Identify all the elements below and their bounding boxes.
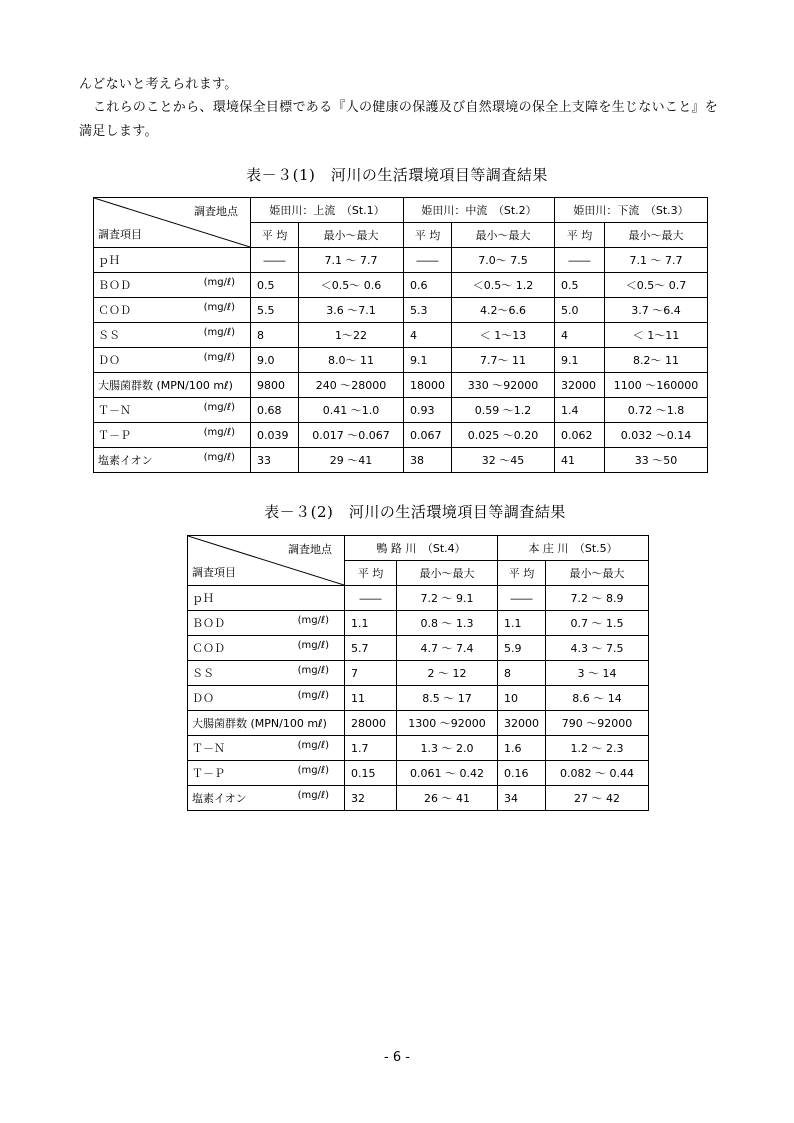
table1-subheader-average: 平 均 [555,223,605,248]
row-item-unit: (mg/ℓ) [297,690,329,701]
range-value-cell: 1～22 [299,323,404,348]
range-value-cell: 4.3 ～ 7.5 [546,636,649,661]
table-row [188,761,649,786]
row-item-name: ＣＯＤ [98,304,131,317]
range-value-cell: 790 ～92000 [546,711,649,736]
row-item-cell [188,761,345,786]
range-value-cell: 4.7 ～ 7.4 [397,636,498,661]
paragraph-conclusion: これらのことから、環境保全目標である『人の健康の保護及び自然環境の保全上支障を生じないこと』を満足します。 [79,100,719,139]
average-value-cell: 0.067 [404,423,452,448]
row-item-name: ＳＳ [98,329,120,342]
row-item-name: ＢＯＤ [192,617,225,630]
table-row [188,611,649,636]
row-item-unit: (mg/ℓ) [203,452,235,463]
average-value-cell: 18000 [404,373,452,398]
average-value-cell: 34 [498,786,546,811]
table1-station-2: 姫田川：中流 （St.2） [404,198,555,223]
row-item-cell [94,323,251,348]
range-value-cell: 8.5 ～ 17 [397,686,498,711]
average-value-cell: 5.3 [404,298,452,323]
table2-header-corner [188,536,345,586]
average-value-cell: 9.0 [251,348,299,373]
range-value-cell: 1100 ～160000 [605,373,708,398]
row-item-name: ＳＳ [192,667,214,680]
range-value-cell: 3 ～ 14 [546,661,649,686]
average-value-cell: 0.93 [404,398,452,423]
table2-header-item-label: 調査項目 [192,566,236,579]
table2-body [188,586,649,811]
average-value-cell: 5.0 [555,298,605,323]
row-item-cell [94,423,251,448]
row-item-name: ｐＨ [98,254,120,267]
row-item-cell [94,248,251,273]
row-item-unit: (mg/ℓ) [203,302,235,313]
table-row [94,398,708,423]
average-value-cell: 1.7 [345,736,397,761]
range-value-cell: 27 ～ 42 [546,786,649,811]
average-value-cell: 1.4 [555,398,605,423]
range-value-cell: 29 ～41 [299,448,404,473]
row-item-cell [94,448,251,473]
table2-station-5: 本 庄 川 （St.5） [498,536,649,561]
average-value-cell: ―― [251,248,299,273]
table-row [94,323,708,348]
row-item-cell [188,586,345,611]
row-item-name: ＢＯＤ [98,279,131,292]
average-value-cell: 0.5 [555,273,605,298]
average-value-cell: 0.16 [498,761,546,786]
row-item-name: 塩素イオン [192,792,247,805]
range-value-cell: 8.6 ～ 14 [546,686,649,711]
range-value-cell: 330 ～92000 [452,373,555,398]
average-value-cell: 5.9 [498,636,546,661]
row-item-cell [188,611,345,636]
average-value-cell: 41 [555,448,605,473]
average-value-cell: 1.6 [498,736,546,761]
row-item-name: ＤＯ [98,354,120,367]
range-value-cell: 3.6 ～7.1 [299,298,404,323]
row-item-cell [94,398,251,423]
range-value-cell: ＜0.5～ 0.7 [605,273,708,298]
row-item-cell [188,736,345,761]
range-value-cell: 0.082 ～ 0.44 [546,761,649,786]
range-value-cell: 0.8 ～ 1.3 [397,611,498,636]
range-value-cell: 1300 ～92000 [397,711,498,736]
range-value-cell: 26 ～ 41 [397,786,498,811]
table-row [188,711,649,736]
range-value-cell: 7.2 ～ 8.9 [546,586,649,611]
average-value-cell: 9.1 [404,348,452,373]
range-value-cell: 0.017 ～0.067 [299,423,404,448]
table-row [188,786,649,811]
row-item-cell [188,786,345,811]
table1-subheader-average: 平 均 [251,223,299,248]
table1-subheader-average: 平 均 [404,223,452,248]
average-value-cell: ―― [498,586,546,611]
range-value-cell: 7.7～ 11 [452,348,555,373]
table-row [188,661,649,686]
row-item-unit: (mg/ℓ) [203,352,235,363]
table1-header-item-label: 調査項目 [98,228,142,241]
row-item-cell [94,273,251,298]
range-value-cell: 0.41 ～1.0 [299,398,404,423]
table-row [188,636,649,661]
range-value-cell: ＜ 1～11 [605,323,708,348]
row-item-cell [188,661,345,686]
average-value-cell: 0.68 [251,398,299,423]
range-value-cell: 7.0～ 7.5 [452,248,555,273]
range-value-cell: ＜0.5～ 1.2 [452,273,555,298]
row-item-name: ＤＯ [192,692,214,705]
range-value-cell: 33 ～50 [605,448,708,473]
table1-river-survey-results [93,197,708,473]
row-item-name: 大腸菌群数 (MPN/100 mℓ) [98,379,233,392]
row-item-name: Ｔ－Ｐ [192,767,225,780]
average-value-cell: 8 [498,661,546,686]
range-value-cell: 0.59 ～1.2 [452,398,555,423]
range-value-cell: 4.2～6.6 [452,298,555,323]
row-item-cell [188,686,345,711]
table1-title: 表－３(1) 河川の生活環境項目等調査結果 [246,166,548,184]
table-row [94,448,708,473]
average-value-cell: 4 [404,323,452,348]
range-value-cell: 1.3 ～ 2.0 [397,736,498,761]
range-value-cell: 3.7 ～6.4 [605,298,708,323]
table1-station-1: 姫田川：上流 （St.1） [251,198,404,223]
average-value-cell: 0.5 [251,273,299,298]
row-item-unit: (mg/ℓ) [297,640,329,651]
average-value-cell: 32000 [555,373,605,398]
table2-header-station-label: 調査地点 [288,543,332,556]
range-value-cell: 1.2 ～ 2.3 [546,736,649,761]
average-value-cell: 7 [345,661,397,686]
table-row [94,373,708,398]
table1-subheader-range: 最小～最大 [452,223,555,248]
row-item-cell [188,636,345,661]
table-row [94,423,708,448]
average-value-cell: 32000 [498,711,546,736]
row-item-name: Ｔ－Ｎ [98,404,131,417]
average-value-cell: 38 [404,448,452,473]
paragraph-continuation: んどないと考えられます。 [79,77,238,92]
table1-header-station-label: 調査地点 [194,205,238,218]
row-item-name: Ｔ－Ｐ [98,429,131,442]
table2-subheader-range: 最小～最大 [397,561,498,586]
table-row [94,348,708,373]
average-value-cell: 8 [251,323,299,348]
row-item-unit: (mg/ℓ) [297,615,329,626]
average-value-cell: 32 [345,786,397,811]
row-item-unit: (mg/ℓ) [297,790,329,801]
table1-subheader-range: 最小～最大 [605,223,708,248]
table-row [94,273,708,298]
page-number: - 6 - [384,1050,410,1065]
range-value-cell: 8.0～ 11 [299,348,404,373]
row-item-name: Ｔ－Ｎ [192,742,225,755]
range-value-cell: 7.1 ～ 7.7 [299,248,404,273]
row-item-cell [188,711,345,736]
row-item-name: ｐＨ [192,592,214,605]
range-value-cell: 0.7 ～ 1.5 [546,611,649,636]
average-value-cell: ―― [345,586,397,611]
row-item-unit: (mg/ℓ) [203,402,235,413]
range-value-cell: 8.2～ 11 [605,348,708,373]
range-value-cell: 0.72 ～1.8 [605,398,708,423]
row-item-unit: (mg/ℓ) [203,277,235,288]
range-value-cell: 7.1 ～ 7.7 [605,248,708,273]
table2-title: 表－３(2) 河川の生活環境項目等調査結果 [264,503,566,521]
range-value-cell: 2 ～ 12 [397,661,498,686]
table1-header-corner [94,198,251,248]
average-value-cell: 11 [345,686,397,711]
range-value-cell: 240 ～28000 [299,373,404,398]
average-value-cell: 4 [555,323,605,348]
table-row [188,586,649,611]
row-item-unit: (mg/ℓ) [297,740,329,751]
row-item-name: 大腸菌群数 (MPN/100 mℓ) [192,717,327,730]
average-value-cell: 0.15 [345,761,397,786]
range-value-cell: ＜0.5～ 0.6 [299,273,404,298]
row-item-unit: (mg/ℓ) [203,327,235,338]
average-value-cell: 28000 [345,711,397,736]
average-value-cell: 5.7 [345,636,397,661]
range-value-cell: 7.2 ～ 9.1 [397,586,498,611]
table-row [188,736,649,761]
row-item-cell [94,298,251,323]
average-value-cell: 33 [251,448,299,473]
range-value-cell: ＜ 1～13 [452,323,555,348]
average-value-cell: 0.039 [251,423,299,448]
row-item-name: ＣＯＤ [192,642,225,655]
average-value-cell: 9.1 [555,348,605,373]
average-value-cell: ―― [404,248,452,273]
row-item-name: 塩素イオン [98,454,153,467]
average-value-cell: 0.6 [404,273,452,298]
average-value-cell: ―― [555,248,605,273]
table-row [94,298,708,323]
table2-river-survey-results [187,535,649,811]
average-value-cell: 1.1 [498,611,546,636]
row-item-cell [94,373,251,398]
average-value-cell: 10 [498,686,546,711]
average-value-cell: 0.062 [555,423,605,448]
row-item-unit: (mg/ℓ) [297,765,329,776]
table-row [94,248,708,273]
table1-body [94,248,708,473]
range-value-cell: 0.032 ～0.14 [605,423,708,448]
table1-subheader-range: 最小～最大 [299,223,404,248]
average-value-cell: 5.5 [251,298,299,323]
table-row [188,686,649,711]
table2-subheader-average: 平 均 [345,561,397,586]
range-value-cell: 0.061 ～ 0.42 [397,761,498,786]
row-item-unit: (mg/ℓ) [297,665,329,676]
average-value-cell: 1.1 [345,611,397,636]
row-item-unit: (mg/ℓ) [203,427,235,438]
table2-subheader-average: 平 均 [498,561,546,586]
table2-subheader-range: 最小～最大 [546,561,649,586]
table2-station-4: 鴨 路 川 （St.4） [345,536,498,561]
range-value-cell: 0.025 ～0.20 [452,423,555,448]
row-item-cell [94,348,251,373]
table1-station-3: 姫田川：下流 （St.3） [555,198,708,223]
range-value-cell: 32 ～45 [452,448,555,473]
average-value-cell: 9800 [251,373,299,398]
